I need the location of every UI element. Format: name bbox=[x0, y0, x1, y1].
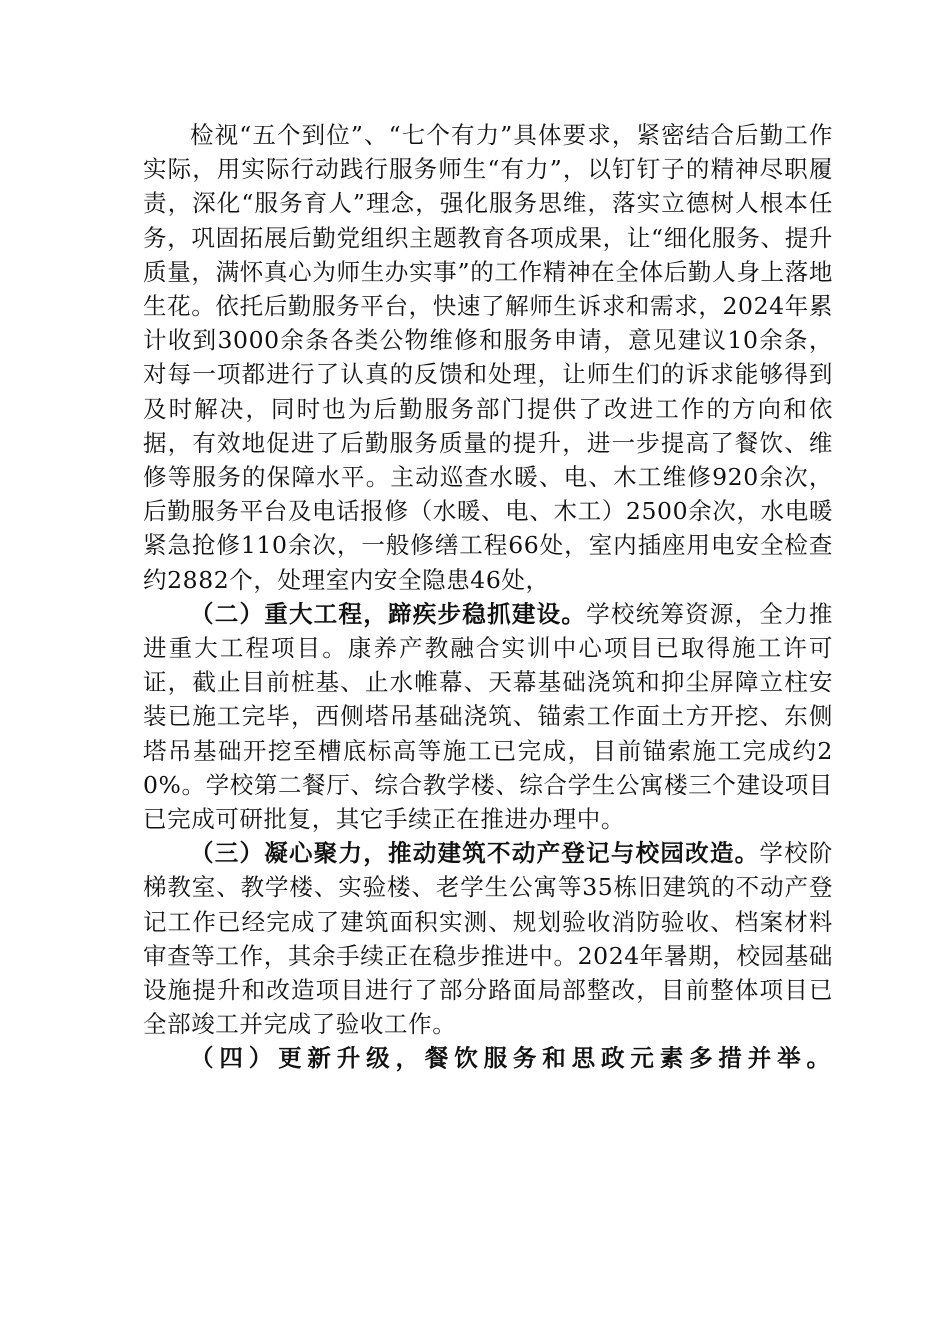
paragraph-text: 学校统筹资源，全力推进重大工程项目。康养产教融合实训中心项目已取得施工许可证，截止目前桩基、止水帷幕、天幕基础浇筑和抑尘屏障立柱安装已施工完毕，西侧塔吊基础浇筑、锚索工作面土方开挖、东侧塔吊基础开挖至槽底标高等施工已完成，目前锚索施工完成约20%。学校第二餐厅、综合教学楼、综合学生公寓楼三个建设项目已完成可研批复，其它手续正在推进办理中。 bbox=[143, 599, 833, 834]
paragraph-heading: （二）重大工程，蹄疾步稳抓建设。 bbox=[190, 599, 587, 628]
paragraph-major-projects bbox=[143, 597, 833, 836]
paragraph-property-registration bbox=[143, 836, 833, 1041]
paragraph-catering bbox=[143, 1041, 833, 1075]
paragraph-heading: （三）凝心聚力，推动建筑不动产登记与校园改造。 bbox=[190, 839, 760, 868]
paragraph-text: 学校阶梯教室、教学楼、实验楼、老学生公寓等35栋旧建筑的不动产登记工作已经完成了建筑面积实测、规划验收消防验收、档案材料审查等工作，其余手续正在稳步推进中。2024年暑期，校园基础设施提升和改造项目进行了部分路面局部整改，目前整体项目已全部竣工并完成了验收工作。 bbox=[143, 839, 833, 1039]
paragraph-text: 检视“五个到位”、“七个有力”具体要求，紧密结合后勤工作实际，用实际行动践行服务师生“有力”，以钉钉子的精神尽职履责，深化“服务育人”理念，强化服务思维，落实立德树人根本任务，巩固拓展后勤党组织主题教育各项成果，让“细化服务、提升质量，满怀真心为师生办实事”的工作精神在全体后勤人身上落地生花。依托后勤服务平台，快速了解师生诉求和需求，2024年累计收到3000余条各类公物维修和服务申请，意见建议10余条，对每一项都进行了认真的反馈和处理，让师生们的诉求能够得到及时解决，同时也为后勤服务部门提供了改进工作的方向和依据，有效地促进了后勤服务质量的提升，进一步提高了餐饮、维修等服务的保障水平。主动巡查水暖、电、木工维修920余次，后勤服务平台及电话报修（水暖、电、木工）2500余次，水电暖紧急抢修110余次，一般修缮工程66处，室内插座用电安全检查约2882个，处理室内安全隐患46处， bbox=[143, 121, 833, 594]
paragraph-service bbox=[143, 118, 833, 597]
paragraph-heading: （四）更新升级，餐饮服务和思政元素多措并举。 bbox=[190, 1044, 833, 1073]
document-body bbox=[143, 118, 833, 1076]
